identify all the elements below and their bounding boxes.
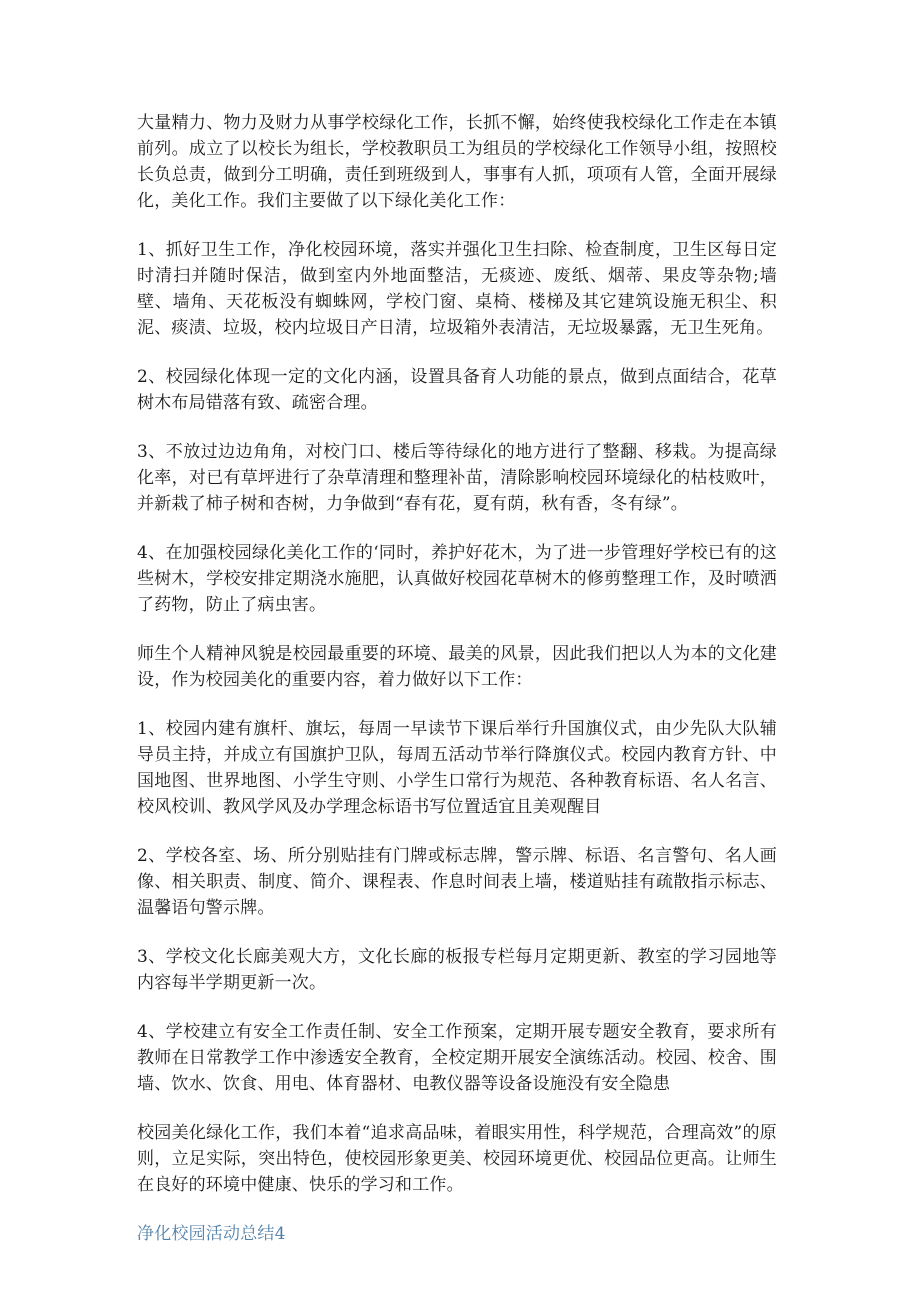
paragraph-conclusion: 校园美化绿化工作，我们本着“追求高品味，着眼实用性，科学规范，合理高效”的原则，立足实际，突出特色，使校园形象更美、校园环境更优、校园品位更高。让师生在良好的环境中健康、快乐的学习和工作。	[137, 1123, 777, 1195]
paragraph-culture-item-4: 4、学校建立有安全工作责任制、安全工作预案，定期开展专题安全教育，要求所有教师在日常教学工作中渗透安全教育，全校定期开展安全演练活动。校园、校舍、围墙、饮水、饮食、用电、体育器材、电教仪器等设备设施没有安全隐患	[137, 1022, 777, 1094]
paragraph-item-1-hygiene: 1、抓好卫生工作，净化校园环境，落实并强化卫生扫除、检查制度，卫生区每日定时清扫并随时保洁，做到室内外地面整洁，无痰迹、废纸、烟蒂、果皮等杂物;墙壁、墙角、天花板没有蜘蛛网，学校门窗、桌椅、楼梯及其它建筑设施无积尘、积泥、痰渍、垃圾，校内垃圾日产日清，垃圾箱外表清洁，无垃圾暴露，无卫生死角。	[137, 240, 777, 338]
paragraph-intro: 大量精力、物力及财力从事学校绿化工作，长抓不懈，始终使我校绿化工作走在本镇前列。成立了以校长为组长，学校教职员工为组员的学校绿化工作领导小组，按照校长负总责，做到分工明确，责任到班级到人，事事有人抓，项项有人管，全面开展绿化，美化工作。我们主要做了以下绿化美化工作：	[137, 113, 777, 211]
paragraph-item-3-corners: 3、不放过边边角角，对校门口、楼后等待绿化的地方进行了整翻、移栽。为提高绿化率，对已有草坪进行了杂草清理和整理补苗，清除影响校园环境绿化的枯枝败叶，并新栽了柿子树和杏树，力争做到“春有花，夏有荫，秋有香，冬有绿”。	[137, 442, 777, 514]
document-page	[137, 110, 777, 1247]
paragraph-culture-intro: 师生个人精神风貌是校园最重要的环境、最美的风景，因此我们把以人为本的文化建设，作为校园美化的重要内容，着力做好以下工作：	[137, 644, 777, 690]
paragraph-culture-item-1: 1、校园内建有旗杆、旗坛，每周一早读节下课后举行升国旗仪式，由少先队大队辅导员主持，并成立有国旗护卫队，每周五活动节举行降旗仪式。校园内教育方针、中国地图、世界地图、小学生守则、小学生口常行为规范、各种教育标语、名人名言、校风校训、教风学风及办学理念标语书写位置适宜且美观醒目	[137, 719, 777, 817]
paragraph-item-4-maintenance: 4、在加强校园绿化美化工作的‘同时，养护好花木，为了进一步管理好学校已有的这些树木，学校安排定期浇水施肥，认真做好校园花草树木的修剪整理工作，及时喷洒了药物，防止了病虫害。	[137, 543, 777, 615]
paragraph-culture-item-3: 3、学校文化长廊美观大方，文化长廊的板报专栏每月定期更新、教室的学习园地等内容每半学期更新一次。	[137, 947, 777, 993]
paragraph-item-2-greening: 2、校园绿化体现一定的文化内涵，设置具备育人功能的景点，做到点面结合，花草树木布局错落有致、疏密合理。	[137, 367, 777, 413]
paragraph-culture-item-2: 2、学校各室、场、所分别贴挂有门牌或标志牌，警示牌、标语、名言警句、名人画像、相关职责、制度、简介、课程表、作息时间表上墙，楼道贴挂有疏散指示标志、温馨语句警示牌。	[137, 846, 777, 918]
section-heading-next[interactable]: 净化校园活动总结4	[137, 1224, 286, 1244]
